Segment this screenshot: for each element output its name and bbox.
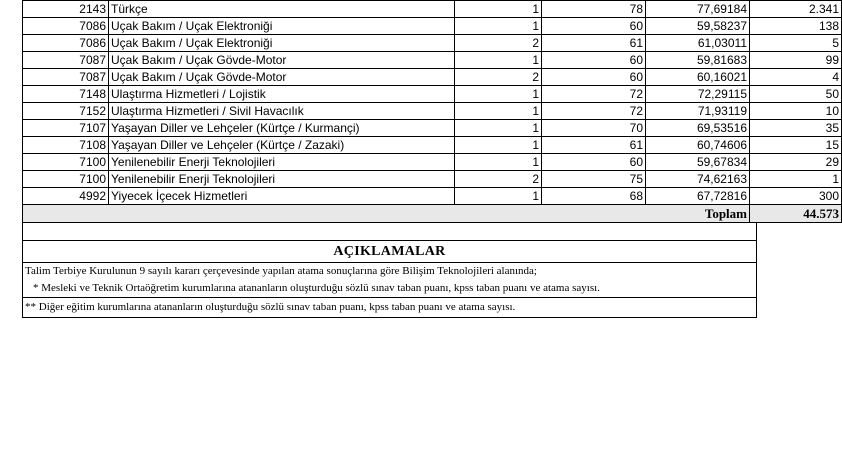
cell-base: 60 xyxy=(542,69,646,86)
results-table xyxy=(22,0,842,223)
cell-base: 60 xyxy=(542,52,646,69)
cell-base: 72 xyxy=(542,103,646,120)
cell-name: Uçak Bakım / Uçak Gövde-Motor xyxy=(109,52,455,69)
cell-code: 7148 xyxy=(23,86,109,103)
cell-score: 60,16021 xyxy=(646,69,750,86)
cell-code: 7100 xyxy=(23,154,109,171)
table-row xyxy=(23,171,842,188)
cell-no: 1 xyxy=(455,120,542,137)
cell-score: 61,03011 xyxy=(646,35,750,52)
cell-code: 7107 xyxy=(23,120,109,137)
cell-count: 99 xyxy=(750,52,842,69)
cell-base: 61 xyxy=(542,35,646,52)
cell-name: Uçak Bakım / Uçak Gövde-Motor xyxy=(109,69,455,86)
cell-name: Yaşayan Diller ve Lehçeler (Kürtçe / Zazaki) xyxy=(109,137,455,154)
notes-heading: AÇIKLAMALAR xyxy=(23,241,756,263)
table-row xyxy=(23,137,842,154)
cell-base: 61 xyxy=(542,137,646,154)
cell-score: 69,53516 xyxy=(646,120,750,137)
cell-count: 50 xyxy=(750,86,842,103)
cell-code: 7152 xyxy=(23,103,109,120)
cell-no: 1 xyxy=(455,18,542,35)
cell-count: 10 xyxy=(750,103,842,120)
cell-count: 4 xyxy=(750,69,842,86)
cell-no: 2 xyxy=(455,69,542,86)
cell-no: 1 xyxy=(455,1,542,18)
cell-code: 7087 xyxy=(23,52,109,69)
table-row xyxy=(23,69,842,86)
table-row xyxy=(23,120,842,137)
cell-count: 2.341 xyxy=(750,1,842,18)
cell-count: 138 xyxy=(750,18,842,35)
cell-no: 1 xyxy=(455,137,542,154)
cell-no: 1 xyxy=(455,52,542,69)
cell-score: 77,69184 xyxy=(646,1,750,18)
cell-code: 7108 xyxy=(23,137,109,154)
cell-name: Yenilenebilir Enerji Teknolojileri xyxy=(109,154,455,171)
notes-line-1: Talim Terbiye Kurulunun 9 sayılı kararı çerçevesinde yapılan atama sonuçlarına göre Bilişim Teknolojileri alanında; xyxy=(25,265,537,277)
cell-code: 7086 xyxy=(23,35,109,52)
table-row xyxy=(23,52,842,69)
cell-count: 1 xyxy=(750,171,842,188)
table-row xyxy=(23,18,842,35)
cell-name: Türkçe xyxy=(109,1,455,18)
cell-code: 7086 xyxy=(23,18,109,35)
cell-count: 5 xyxy=(750,35,842,52)
cell-no: 1 xyxy=(455,188,542,205)
results-table-body xyxy=(23,1,842,205)
cell-no: 2 xyxy=(455,171,542,188)
cell-base: 68 xyxy=(542,188,646,205)
cell-base: 60 xyxy=(542,18,646,35)
cell-code: 2143 xyxy=(23,1,109,18)
cell-count: 35 xyxy=(750,120,842,137)
cell-name: Uçak Bakım / Uçak Elektroniği xyxy=(109,35,455,52)
cell-no: 1 xyxy=(455,154,542,171)
cell-base: 70 xyxy=(542,120,646,137)
cell-name: Ulaştırma Hizmetleri / Sivil Havacılık xyxy=(109,103,455,120)
cell-score: 71,93119 xyxy=(646,103,750,120)
cell-name: Ulaştırma Hizmetleri / Lojistik xyxy=(109,86,455,103)
blank-row xyxy=(23,223,756,241)
cell-code: 4992 xyxy=(23,188,109,205)
cell-count: 300 xyxy=(750,188,842,205)
cell-count: 15 xyxy=(750,137,842,154)
cell-score: 74,62163 xyxy=(646,171,750,188)
cell-no: 1 xyxy=(455,103,542,120)
cell-no: 1 xyxy=(455,86,542,103)
total-label: Toplam xyxy=(23,205,750,223)
cell-code: 7087 xyxy=(23,69,109,86)
results-sheet xyxy=(22,0,839,318)
cell-base: 75 xyxy=(542,171,646,188)
table-row xyxy=(23,35,842,52)
cell-score: 59,81683 xyxy=(646,52,750,69)
notes-section xyxy=(22,223,757,318)
cell-count: 29 xyxy=(750,154,842,171)
cell-score: 72,29115 xyxy=(646,86,750,103)
cell-score: 59,67834 xyxy=(646,154,750,171)
cell-name: Yenilenebilir Enerji Teknolojileri xyxy=(109,171,455,188)
cell-base: 72 xyxy=(542,86,646,103)
table-row xyxy=(23,188,842,205)
cell-code: 7100 xyxy=(23,171,109,188)
table-row xyxy=(23,154,842,171)
cell-score: 59,58237 xyxy=(646,18,750,35)
cell-no: 2 xyxy=(455,35,542,52)
cell-base: 60 xyxy=(542,154,646,171)
cell-score: 67,72816 xyxy=(646,188,750,205)
notes-line-2: * Mesleki ve Teknik Ortaöğretim kurumlarına atananların oluşturduğu sözlü sınav taban puanı, kpss taban puanı ve atama sayısı. xyxy=(33,282,600,294)
table-row xyxy=(23,86,842,103)
cell-base: 78 xyxy=(542,1,646,18)
table-row xyxy=(23,1,842,18)
notes-line-3: ** Diğer eğitim kurumlarına atananların oluşturduğu sözlü sınav taban puanı, kpss taban puanı ve atama sayısı. xyxy=(23,297,756,317)
total-value: 44.573 xyxy=(750,205,842,223)
cell-name: Yaşayan Diller ve Lehçeler (Kürtçe / Kurmançi) xyxy=(109,120,455,137)
cell-name: Uçak Bakım / Uçak Elektroniği xyxy=(109,18,455,35)
total-row xyxy=(23,205,842,223)
cell-name: Yiyecek İçecek Hizmetleri xyxy=(109,188,455,205)
cell-score: 60,74606 xyxy=(646,137,750,154)
table-row xyxy=(23,103,842,120)
